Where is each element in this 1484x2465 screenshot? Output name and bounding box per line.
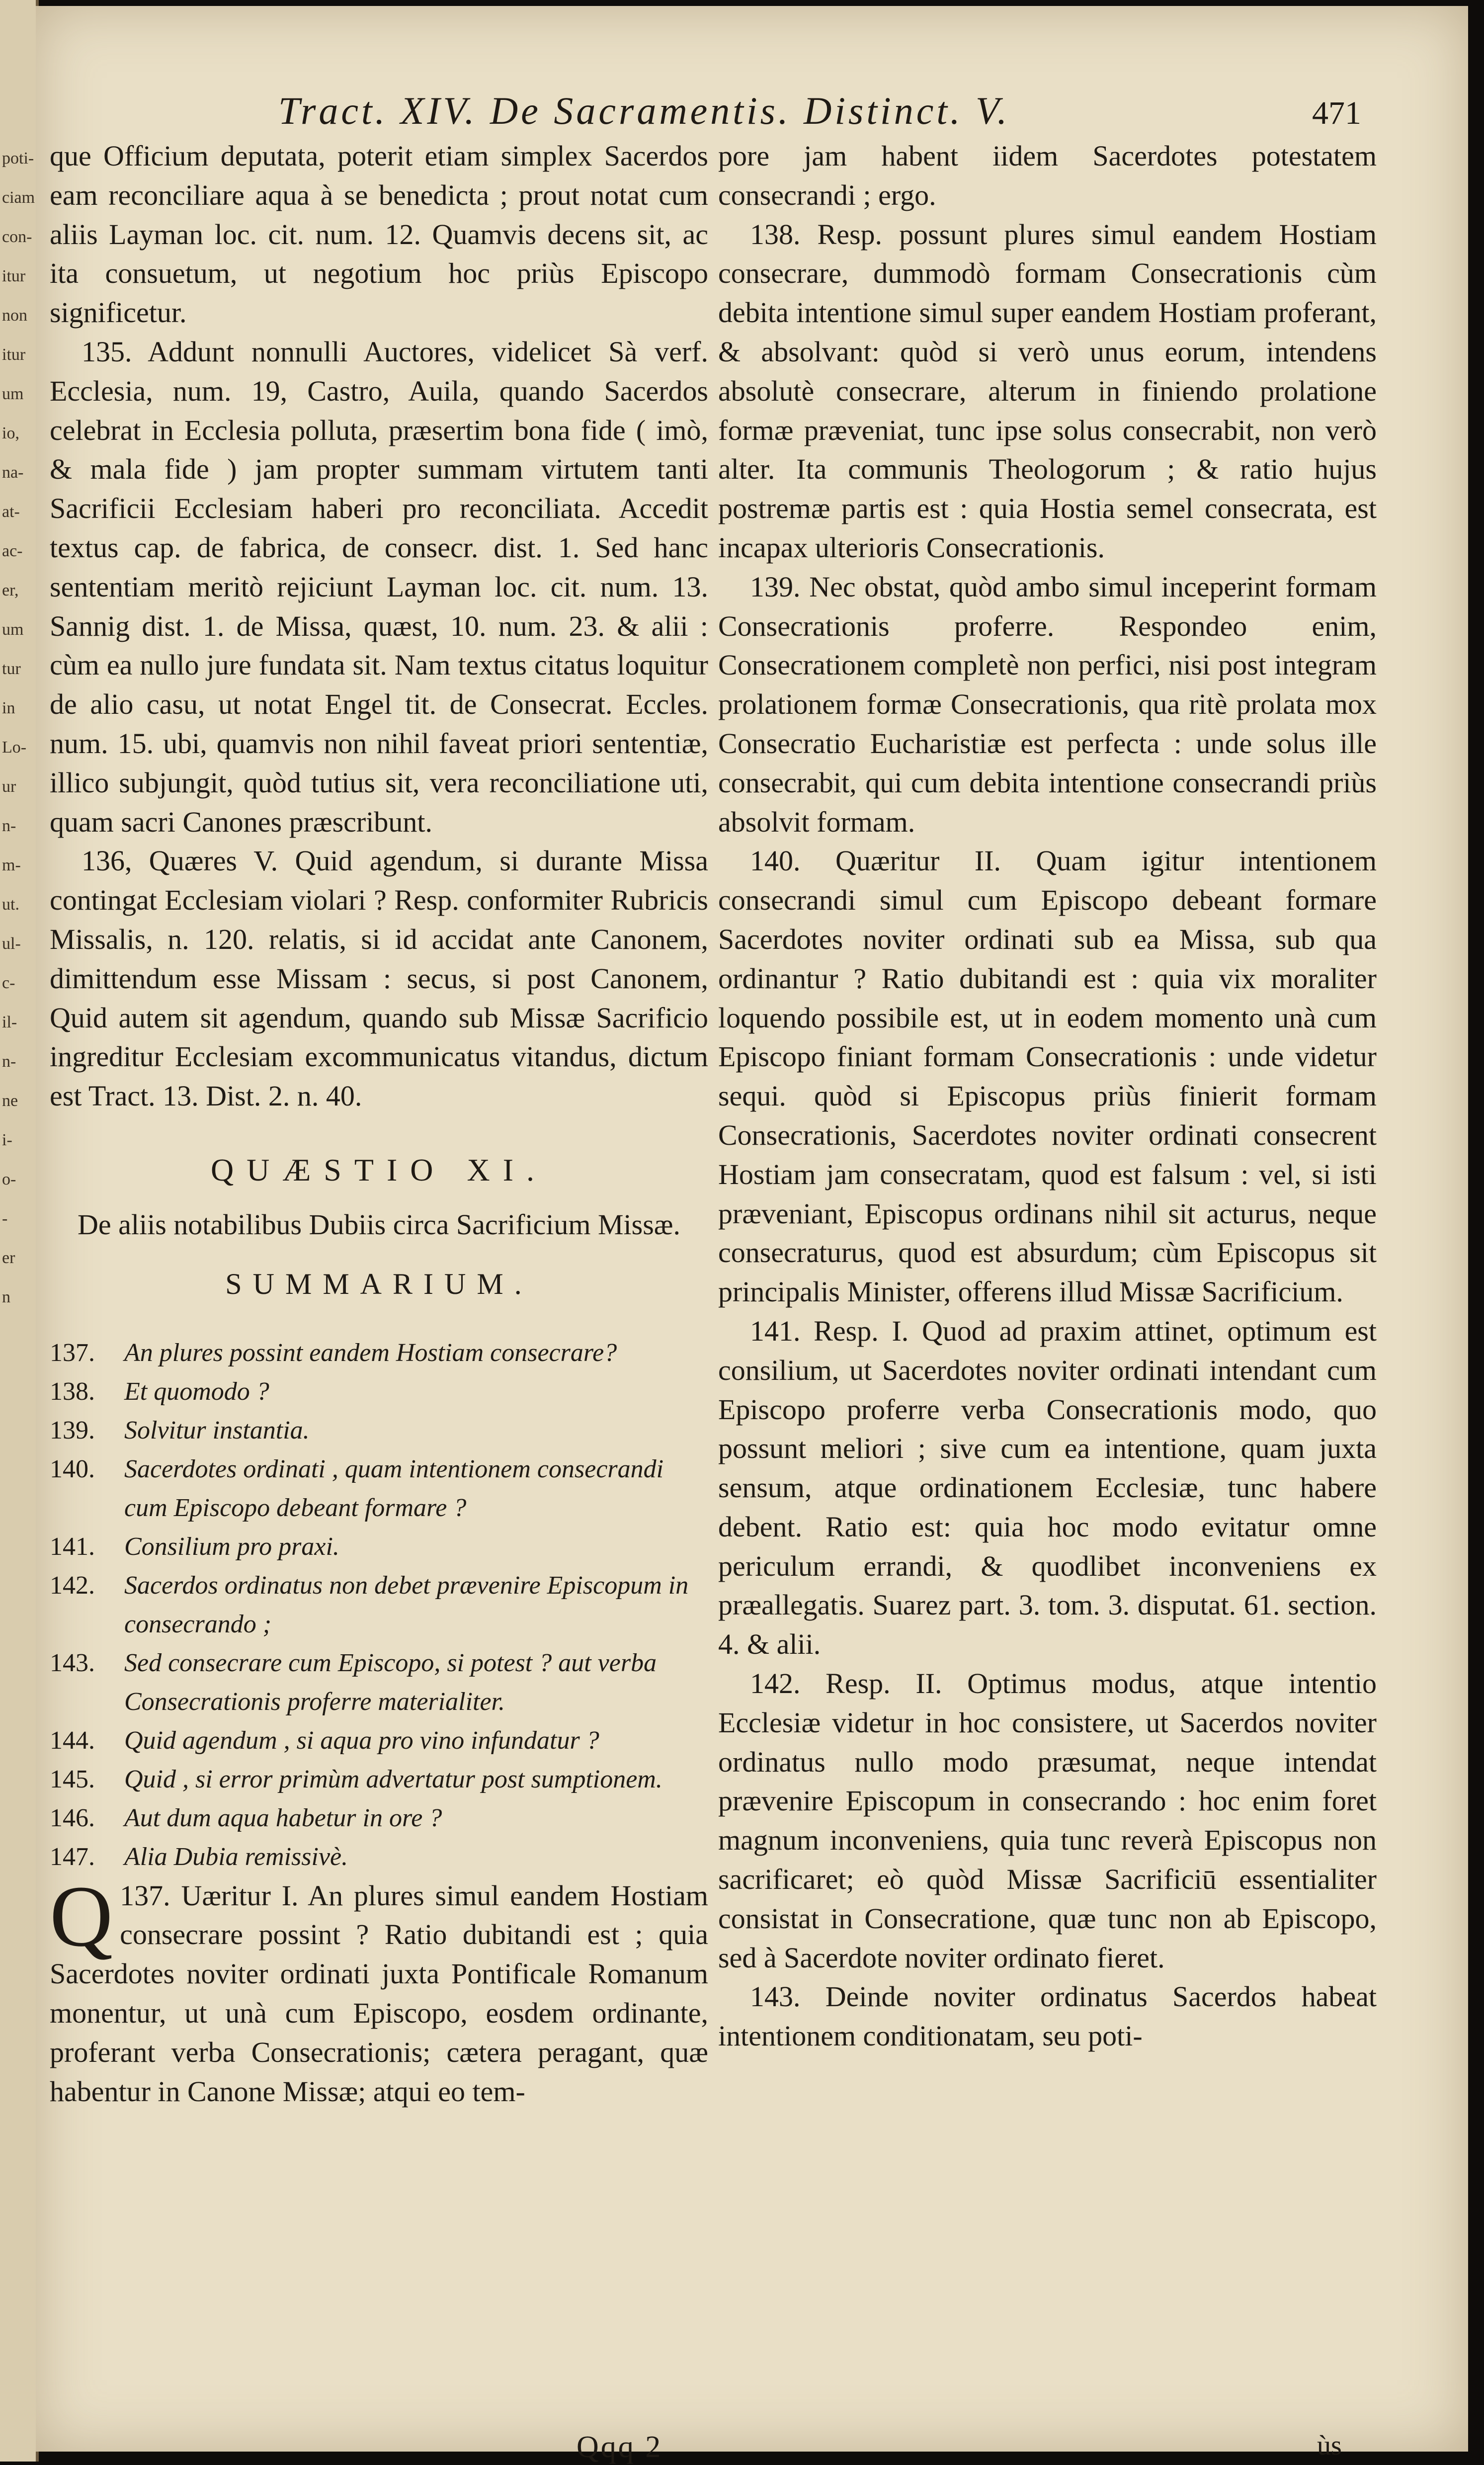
margin-fragment: m-	[2, 856, 21, 874]
drop-cap: Q	[50, 1868, 113, 1965]
running-title: Tract. XIV. De Sacramentis. Distinct. V.	[278, 89, 1010, 132]
paragraph-143: 143. Deinde noviter ordinatus Sacerdos habeat intentionem conditionatam, seu poti-	[718, 1980, 1377, 2052]
margin-fragment: ul-	[2, 935, 21, 953]
paragraph-136: 136, Quæres V. Quid agendum, si durante Missa contingat Ecclesiam violari ? Resp. conformiter Rubricis Missalis, n. 120. relatis, si id accidat ante Canonem, dimittendum esse Missam : secus, si post Canonem, Quid autem sit agendum, quando sub Missæ Sacrificio ingreditur Ecclesiam excommunicatus vitandus, dictum est Tract. 13. Dist. 2. n. 40.	[50, 845, 708, 1112]
margin-fragment: tur	[2, 660, 21, 678]
margin-fragment: ac-	[2, 542, 23, 560]
left-column	[50, 137, 708, 2111]
paragraph-135: 135. Addunt nonnulli Auctores, videlicet Sà verf. Ecclesia, num. 19, Castro, Auila, quando Sacerdos celebrat in Ecclesia polluta, præsertim bona fide ( imò, & mala fide ) jam propter summam virtutem tanti Sacrificii Ecclesiam haberi pro reconciliata. Accedit textus cap. de fabrica, de consecr. dist. 1. Sed hanc sententiam meritò rejiciunt Layman loc. cit. num. 13. Sannig dist. 1. de Missa, quæst, 10. num. 23. & alii : cùm ea nullo jure fundata sit. Nam textus citatus loquitur de alio casu, ut notat Engel tit. de Consecrat. Eccles. num. 15. ubi, quamvis non nihil faveat priori sententiæ, illico subjungit, quòd tutius sit, vera reconciliatione uti, quam sacri Canones præscribunt.	[50, 335, 708, 838]
margin-fragment: itur	[2, 345, 26, 364]
summarium-list	[50, 1334, 708, 1876]
paragraph-140: 140. Quæritur II. Quam igitur intentionem consecrandi simul cum Episcopo debeant formare Sacerdotes noviter ordinati sub ea Missa, sub qua ordinantur ? Ratio dubitandi est : quia vix moraliter loquendo possibile est, ut in eodem momento unà cum Episcopo finiant formam Consecrationis : unde videtur sequi. quòd si Episcopus priùs finierit formam Consecrationis, Sacerdotes noviter ordinati consecrent Hostiam jam consecratam, quod est falsum : vel, si isti præveniant, Episcopus ordinans nihil sit acturus, neque consecraturus, quod est absurdum; cùm Episcopus sit principalis Minister, offerens illud Missæ Sacrificium.	[718, 845, 1377, 1308]
paragraph-139: 139. Nec obstat, quòd ambo simul inceperint formam Consecrationis proferre. Respondeo enim, Consecrationem completè non perfici, nisi post integram prolationem formæ Consecrationis, qua ritè prolata mox Consecratio Eucharistiæ est perfecta : unde solus ille consecrabit, qui cum debita intentione consecrandi priùs absolvit formam.	[718, 570, 1377, 838]
margin-fragment: na-	[2, 463, 24, 482]
quaestio-subtitle: De aliis notabilibus Dubiis circa Sacrificium Missæ.	[78, 1208, 680, 1241]
signature-mark: Qqq 2	[577, 2430, 663, 2464]
margin-fragment: in	[2, 699, 15, 717]
margin-fragment: -	[2, 1209, 8, 1228]
paragraph-141: 141. Resp. I. Quod ad praxim attinet, optimum est consilium, ut Sacerdotes noviter ordinati intendant cum Episcopo proferre verba Consecrationis modo, quo possunt meliori ; sive cum ea intentione, quam juxta sensum, atque ordinationem Ecclesiæ, tunc habere debent. Ratio est: quia hoc modo evitatur omne periculum errandi, & quodlibet inconveniens ex præallegatis. Suarez part. 3. tom. 3. disputat. 61. section. 4. & alii.	[718, 1314, 1377, 1661]
adjacent-page-margin	[0, 0, 39, 2462]
margin-fragment: n-	[2, 817, 16, 835]
list-item: 139. Solvitur instantia.	[50, 1416, 310, 1445]
paragraph-number: 137.	[120, 1879, 170, 1912]
list-item: 143. Sed consecrare cum Episcopo, si potest ? aut verba Consecrationis proferre materialiter.	[50, 1648, 657, 1716]
list-item: 144. Quid agendum , si aqua pro vino infundatur ?	[50, 1726, 599, 1755]
paragraph-142: 142. Resp. II. Optimus modus, atque intentio Ecclesiæ videtur in hoc consistere, ut Sacerdos noviter ordinatus nullo modo præsumat, neque intendat prævenire Episcopum in consecrando : hoc enim foret magnum inconveniens, quia tunc reverà Episcopus non sacrificaret; eò quòd Missæ Sacrificiū essentialiter consistat in Consecratione, quæ tunc non ab Episcopo, sed à Sacerdote noviter ordinato fieret.	[718, 1667, 1377, 1974]
margin-fragment: il-	[2, 1013, 17, 1031]
page-number: 471	[1312, 95, 1361, 131]
margin-fragment: non	[2, 306, 27, 325]
margin-fragment: itur	[2, 267, 26, 285]
paragraph-continued: que Officium deputata, poterit etiam simplex Sacerdos eam reconciliare aqua à se benedicta ; prout notat cum aliis Layman loc. cit. num. 12. Quamvis decens sit, ac ita consuetum, ut negotium hoc priùs Episcopo significetur.	[50, 140, 708, 329]
margin-fragment: n	[2, 1288, 10, 1306]
margin-fragment: um	[2, 385, 24, 403]
margin-fragment: poti-	[2, 149, 34, 168]
paragraph-text: Uæritur I. An plures simul eandem Hostiam consecrare possint ? Ratio dubitandi est ; quia Sacerdotes noviter ordinati juxta Pontificale Romanum monentur, ut unà cum Episcopo, eosdem ordinante, proferant verba Consecrationis; cætera peragant, quæ habentur in Canone Missæ; atqui eo tem-	[50, 1879, 708, 2108]
margin-fragment: ur	[2, 777, 16, 796]
margin-fragment: er	[2, 1249, 15, 1267]
list-item: 147. Alia Dubia remissivè.	[50, 1842, 348, 1871]
list-item: 146. Aut dum aqua habetur in ore ?	[50, 1803, 442, 1832]
list-item: 141. Consilium pro praxi.	[50, 1532, 339, 1561]
paragraph-138: 138. Resp. possunt plures simul eandem Hostiam consecrare, dummodò formam Consecrationis cùm debita intentione simul super eandem Hostiam proferant, & absolvant: quòd si verò unus eorum, intendens absolutè consecrare, alterum in finiendo prolatione formæ præveniat, tunc ipse solus consecrabit, non verò alter. Ita communis Theologorum ; & ratio hujus postremæ partis est : quia Hostia semel consecrata, est incapax ulterioris Consecrationis.	[718, 218, 1377, 564]
list-item: 145. Quid , si error primùm advertatur post sumptionem.	[50, 1765, 662, 1793]
summarium-heading: SUMMARIUM.	[225, 1267, 533, 1300]
margin-fragment: ut.	[2, 895, 19, 914]
margin-fragment: n-	[2, 1052, 16, 1071]
margin-fragment: at-	[2, 503, 20, 521]
list-item: 138. Et quomodo ?	[50, 1377, 269, 1406]
paragraph-continued: pore jam habent iidem Sacerdotes potestatem consecrandi ; ergo.	[718, 140, 1377, 211]
list-item: 137. An plures possint eandem Hostiam consecrare?	[50, 1338, 617, 1367]
list-item: 140. Sacerdotes ordinati , quam intentionem consecrandi cum Episcopo debeant formare ?	[50, 1454, 664, 1522]
margin-fragment: io,	[2, 424, 19, 442]
right-column	[718, 137, 1377, 2056]
margin-fragment: i-	[2, 1131, 12, 1149]
margin-fragment: ne	[2, 1092, 18, 1110]
catchword: ùs	[1317, 2430, 1342, 2461]
margin-fragment: um	[2, 620, 24, 639]
margin-fragment: o-	[2, 1170, 16, 1189]
margin-fragment: con-	[2, 228, 32, 246]
list-item: 142. Sacerdos ordinatus non debet prævenire Episcopum in consecrando ;	[50, 1571, 689, 1638]
paragraph-137	[50, 1868, 708, 2112]
margin-fragment: er,	[2, 581, 19, 599]
margin-fragment: ciam	[2, 188, 35, 207]
margin-fragment: c-	[2, 974, 15, 992]
margin-fragment: Lo-	[2, 738, 27, 757]
quaestio-heading: QUÆSTIO XI.	[210, 1152, 548, 1188]
